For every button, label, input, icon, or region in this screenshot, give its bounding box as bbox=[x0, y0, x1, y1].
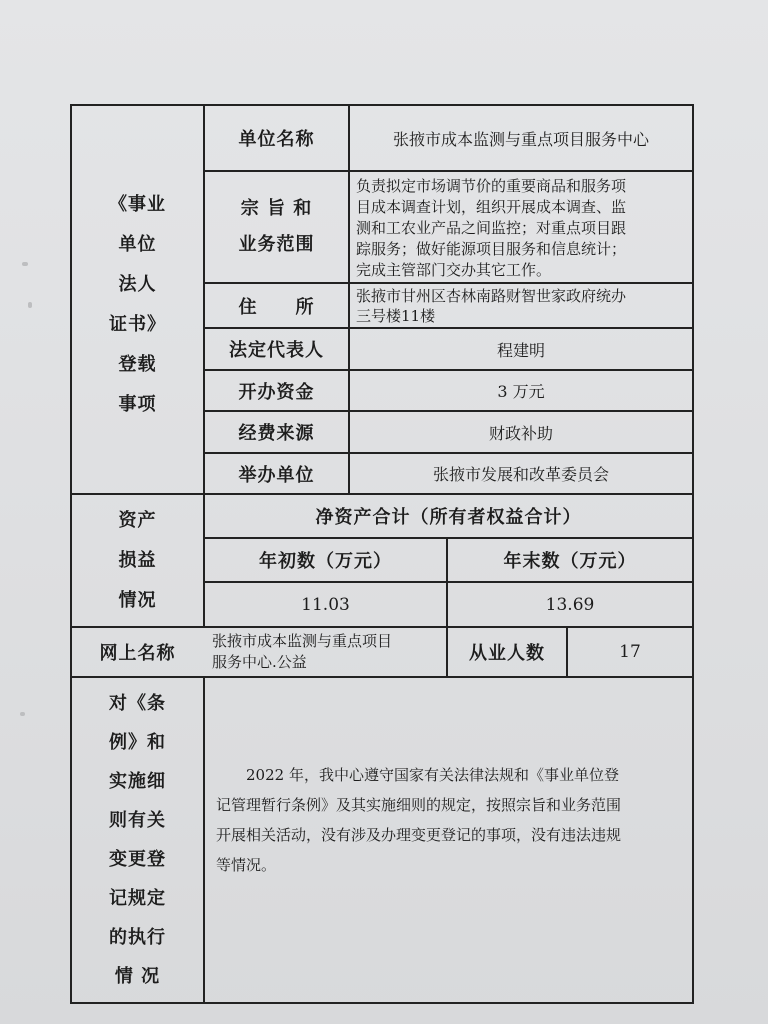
purpose-line: 目成本调查计划，组织开展成本调查、监 bbox=[356, 197, 627, 216]
purpose-line: 负责拟定市场调节价的重要商品和服务项 bbox=[356, 176, 627, 195]
begin-year-value: 11.03 bbox=[301, 594, 350, 615]
begin-year-label: 年初数（万元） bbox=[259, 551, 392, 572]
compliance-paragraph bbox=[212, 760, 688, 910]
purpose-label-line: 业务范围 bbox=[238, 234, 315, 255]
section-title-line: 《事业 bbox=[109, 194, 166, 215]
end-year-value: 13.69 bbox=[545, 594, 595, 615]
staff-count-label: 从业人数 bbox=[469, 643, 545, 664]
punch-mark bbox=[22, 262, 28, 266]
assets-title-line: 损益 bbox=[118, 549, 157, 571]
compliance-paragraph-line: 记管理暂行条例》及其实施细则的规定，按照宗旨和业务范围 bbox=[216, 796, 622, 814]
compliance-label-line: 对《条 bbox=[109, 693, 166, 714]
purpose-line: 完成主管部门交办其它工作。 bbox=[356, 260, 552, 279]
compliance-label-line: 实施细 bbox=[109, 771, 166, 792]
address-label: 住 所 bbox=[238, 296, 315, 318]
compliance-label-line: 的执行 bbox=[109, 927, 166, 948]
capital-value: 3 万元 bbox=[497, 382, 545, 401]
sponsor-value: 张掖市发展和改革委员会 bbox=[432, 465, 609, 484]
registration-section-title bbox=[72, 180, 203, 430]
assets-title-line: 情况 bbox=[118, 589, 157, 611]
section-title-line: 证书》 bbox=[109, 314, 166, 335]
section-title-line: 单位 bbox=[118, 234, 157, 255]
staff-count-value: 17 bbox=[619, 642, 641, 662]
funding-value: 财政补助 bbox=[488, 423, 553, 443]
online-name-label: 网上名称 bbox=[99, 643, 176, 664]
online-name-line: 张掖市成本监测与重点项目 bbox=[212, 632, 393, 650]
section-title-line: 登载 bbox=[118, 354, 157, 375]
assets-title-line: 资产 bbox=[118, 509, 157, 531]
sponsor-label: 举办单位 bbox=[238, 464, 315, 486]
purpose-label bbox=[205, 172, 348, 282]
online-name-value bbox=[208, 628, 446, 676]
unit-name-label: 单位名称 bbox=[238, 129, 315, 150]
unit-name-value: 张掖市成本监测与重点项目服务中心 bbox=[392, 129, 649, 149]
address-line: 三号楼11楼 bbox=[356, 306, 436, 325]
address-line: 张掖市甘州区杏林南路财智世家政府统办 bbox=[356, 286, 627, 305]
section-title-line: 事项 bbox=[118, 394, 157, 415]
compliance-label-line: 记规定 bbox=[109, 888, 166, 909]
compliance-paragraph-line: 等情况。 bbox=[216, 856, 277, 874]
purpose-label-line: 宗 旨 和 bbox=[240, 198, 313, 219]
assets-section-title bbox=[72, 495, 203, 626]
compliance-label-line: 例》和 bbox=[109, 732, 166, 753]
purpose-line: 测和工农业产品之间监控；对重点项目跟 bbox=[356, 218, 627, 237]
compliance-paragraph-line: 开展相关活动，没有涉及办理变更登记的事项，没有违法违规 bbox=[216, 826, 622, 844]
capital-label: 开办资金 bbox=[238, 381, 315, 403]
compliance-label-line: 则有关 bbox=[109, 810, 166, 831]
online-name-line: 服务中心.公益 bbox=[212, 653, 307, 671]
legal-rep-value: 程建明 bbox=[496, 340, 545, 360]
purpose-value bbox=[352, 174, 692, 282]
section-title-line: 法人 bbox=[118, 274, 157, 295]
punch-mark bbox=[20, 712, 25, 716]
funding-label: 经费来源 bbox=[238, 423, 315, 444]
purpose-line: 踪服务；做好能源项目服务和信息统计； bbox=[356, 239, 627, 258]
compliance-label-line: 变更登 bbox=[109, 849, 166, 870]
compliance-label bbox=[72, 678, 203, 1002]
net-assets-header: 净资产合计（所有者权益合计） bbox=[315, 507, 582, 528]
legal-rep-label: 法定代表人 bbox=[229, 340, 324, 361]
punch-mark bbox=[28, 302, 32, 308]
end-year-label: 年末数（万元） bbox=[503, 551, 637, 572]
compliance-paragraph-line: 2022 年，我中心遵守国家有关法律法规和《事业单位登 bbox=[216, 766, 619, 784]
compliance-label-line: 情 况 bbox=[114, 966, 161, 987]
address-value bbox=[352, 284, 692, 327]
